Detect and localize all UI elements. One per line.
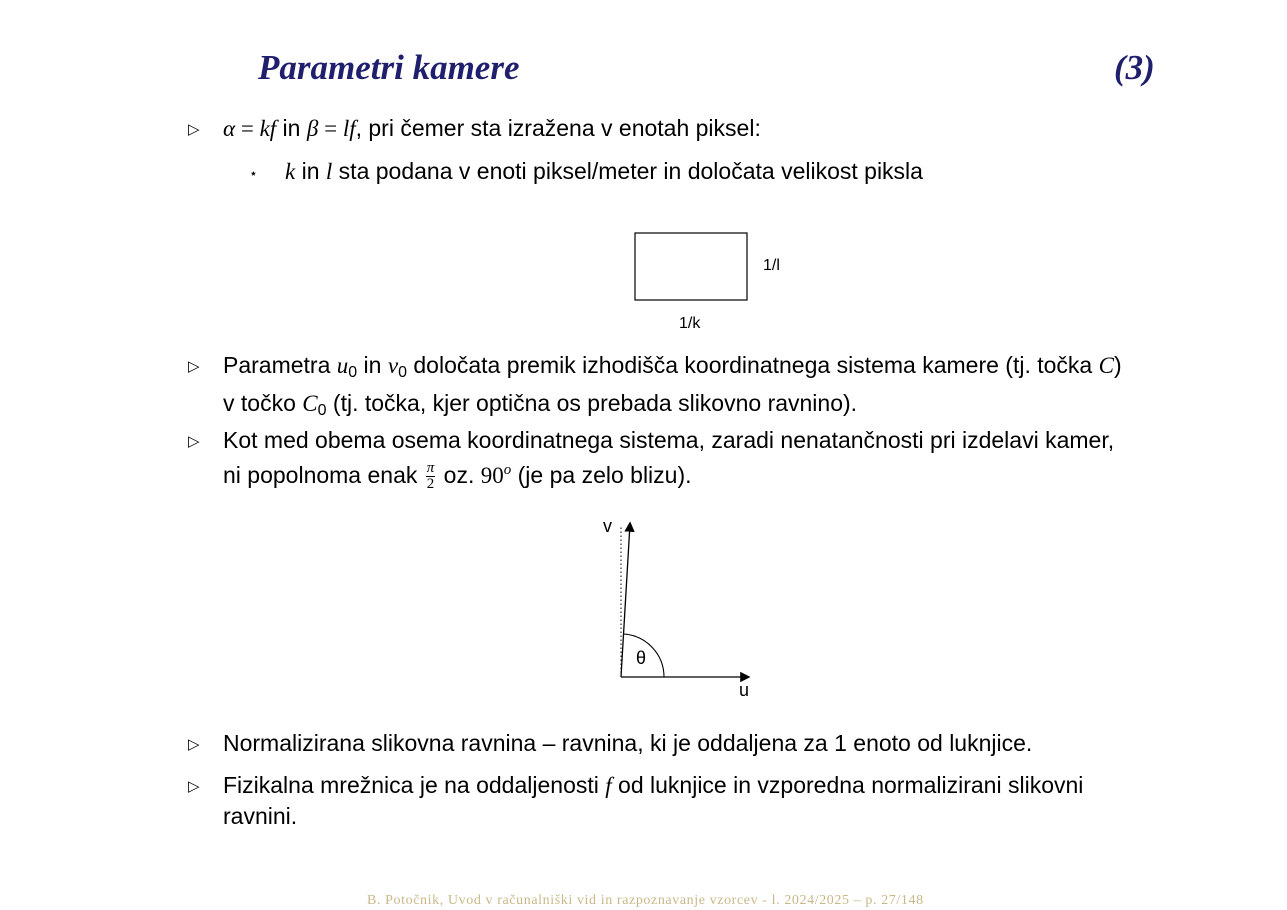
- slide-number: (3): [1114, 48, 1155, 87]
- pixel-height-label: 1/l: [763, 257, 780, 274]
- sub-bullet-star-icon: ⋆: [249, 165, 258, 181]
- bullet-axes-angle: Kot med obema osema koordinatnega sistema, zaradi nenatančnosti pri izdelavi kamer, ni popolnoma enak $\frac{\pi}{2}$ oz. 90$^o$ (je pa zelo blizu).: [223, 427, 1115, 493]
- pixel-rectangle: [600, 220, 820, 340]
- slide-footer: B. Potočnik, Uvod v računalniški vid in razpoznavanje vzorcev - l. 2024/2025 – p. 27/148: [367, 893, 924, 908]
- bullet-u0-v0: Parametra $u_0$ in $v_0$ določata premik izhodišča koordinatnega sistema kamere (tj. točka C) v točko $C_0$ (tj. točka, kjer optična os prebada slikovno ravnino).: [223, 352, 1122, 419]
- skew-axes-diagram: [590, 510, 770, 705]
- bullet-normalized-plane: Normalizirana slikovna ravnina – ravnina, ki je oddaljena za 1 enoto od luknjice.: [223, 730, 1033, 756]
- bullet-physical-retina: Fizikalna mrežnica je na oddaljenosti f od luknjice in vzporedna normalizirani slikovni ravnini.: [223, 772, 1084, 829]
- bullet-marker-icon: ▷: [188, 121, 200, 138]
- bullet-marker-icon: ▷: [188, 433, 200, 450]
- slide-title: Parametri kamere: [258, 48, 520, 87]
- sub-bullet-k-l: k in l sta podana v enoti piksel/meter in določata velikost piksla: [285, 158, 923, 184]
- pixel-width-label: 1/k: [679, 315, 701, 332]
- u-axis-label: u: [739, 680, 750, 700]
- v-axis-label: v: [603, 516, 612, 536]
- bullet-alpha-beta: α = kf in β = lf, pri čemer sta izražena v enotah piksel:: [223, 115, 761, 141]
- pi-over-two-fraction: $\frac{\pi}{2}$: [426, 460, 435, 493]
- bullet-marker-icon: ▷: [188, 736, 200, 753]
- pixel-size-diagram: [600, 220, 820, 340]
- theta-angle-label: θ: [636, 648, 647, 668]
- axes-drawing: [590, 510, 770, 705]
- bullet-marker-icon: ▷: [188, 778, 200, 795]
- bullet-marker-icon: ▷: [188, 358, 200, 375]
